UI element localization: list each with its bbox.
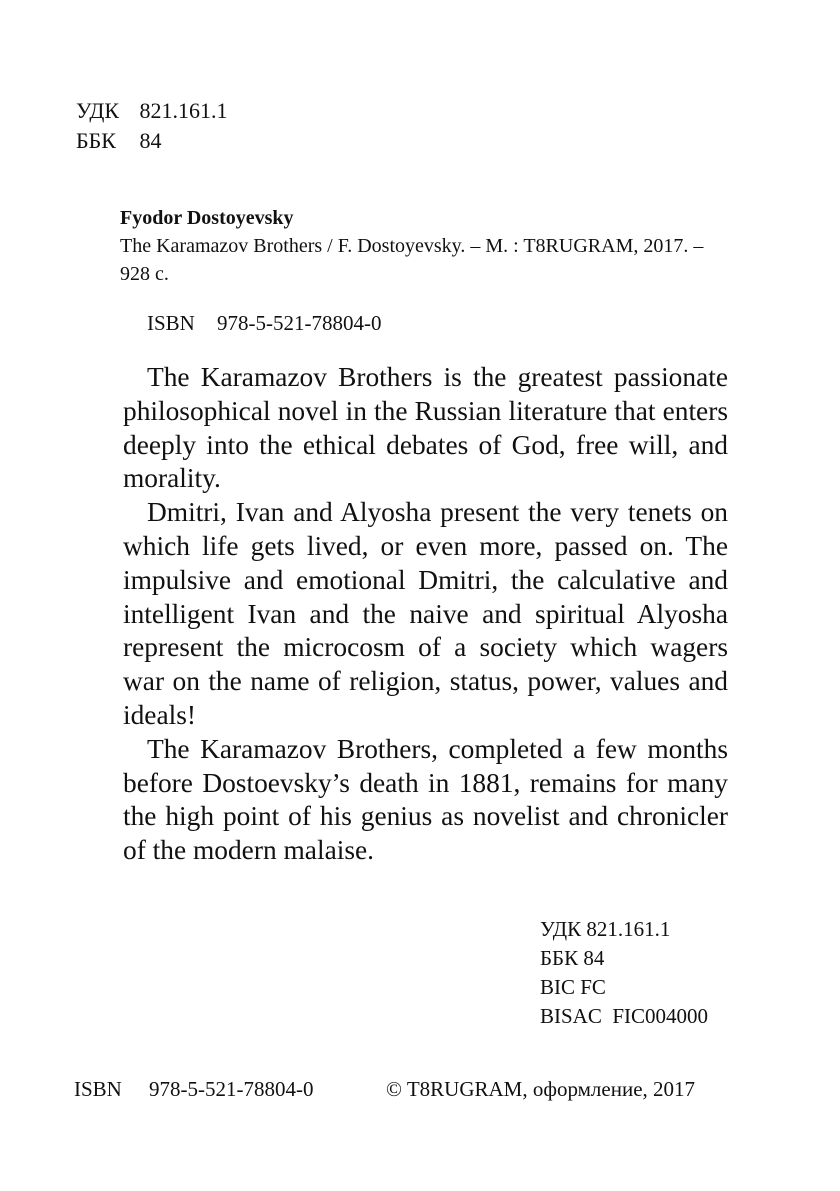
footer-isbn-label: ISBN: [74, 1077, 122, 1101]
annotation-paragraph-3: The Karamazov Brothers, completed a few months before Dostoevsky’s death in 1881, remains for many the high point of his genius as novelist and chronicler of the modern malaise.: [123, 733, 728, 866]
bbk-label: ББК: [76, 128, 116, 153]
footer-isbn-value: 978-5-521-78804-0: [149, 1077, 314, 1101]
bbk-line: [76, 126, 228, 156]
bisac-code: BISAC FIC004000: [540, 1004, 709, 1028]
annotation-paragraph-2: Dmitri, Ivan and Alyosha present the very tenets on which life gets lived, or even more, passed on. The impulsive and emotional Dmitri, the calculative and intelligent Ivan and the naive and spiritual Alyosha represent the microcosm of a society which wagers war on the name of religion, status, power, values and ideals!: [123, 497, 728, 730]
bbk-value: 84: [139, 128, 162, 153]
annotation-text: [123, 361, 728, 868]
copyright-notice: © T8RUGRAM, оформление, 2017: [386, 1077, 696, 1101]
udk-label: УДК: [76, 98, 120, 123]
annotation-paragraph-1: The Karamazov Brothers is the greatest passionate philosophical novel in the Russian literature that enters deeply into the ethical debates of God, free will, and morality.: [123, 362, 728, 494]
top-classification-block: [76, 96, 228, 156]
author-name: Fyodor Dostoyevsky: [120, 207, 294, 229]
bic-code: BIC FC: [540, 975, 606, 999]
isbn-label: ISBN: [147, 311, 195, 335]
bbk-code: ББК 84: [540, 946, 605, 970]
udk-line: [76, 96, 228, 126]
bibliographic-record: [120, 204, 732, 288]
footer-isbn: [74, 1075, 313, 1103]
isbn-value: 978-5-521-78804-0: [217, 311, 382, 335]
right-classification-block: [540, 915, 708, 1031]
udk-value: 821.161.1: [139, 98, 228, 123]
bibliographic-description: The Karamazov Brothers / F. Dostoyevsky. – M. : T8RUGRAM, 2017. – 928 с.: [120, 235, 704, 285]
isbn-main-line: [147, 309, 381, 337]
udk-code: УДК 821.161.1: [540, 917, 671, 941]
